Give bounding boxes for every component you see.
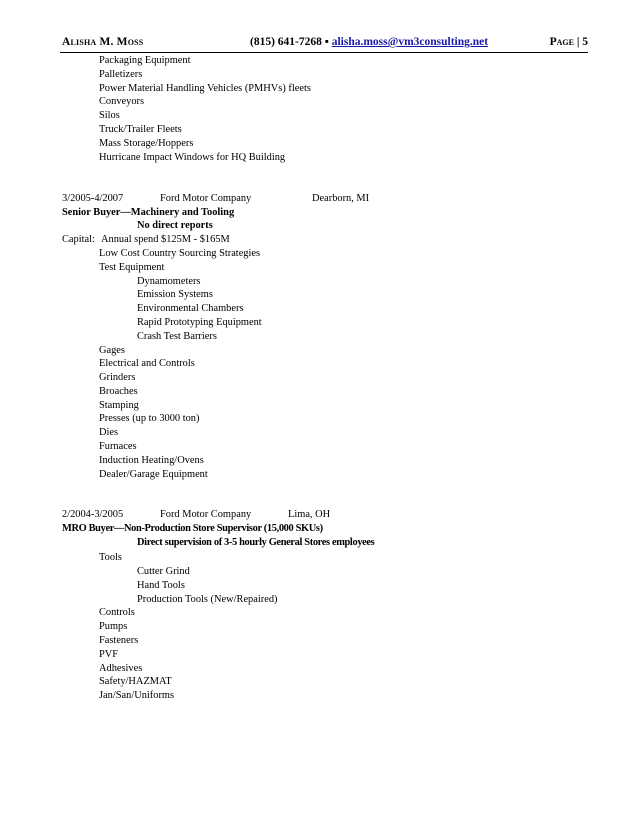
list-item: PVF [99,649,119,660]
list-item: Tools [99,552,122,563]
job1-location: Dearborn, MI [312,193,370,204]
list-item: Test Equipment [99,262,165,273]
job1-reports: No direct reports [137,220,213,231]
list-item: Gages [99,345,125,356]
job2-supervision: Direct supervision of 3-5 hourly General Stores employees [137,537,375,548]
header-phone: (815) 641-7268 [250,36,322,48]
list-item: Dealer/Garage Equipment [99,469,208,480]
sub-list-item: Rapid Prototyping Equipment [137,317,262,328]
job2-dates: 2/2004-3/2005 [62,509,124,520]
header-contact [250,36,488,48]
job1-capital-label: Capital: [62,234,95,245]
sub-list-item: Production Tools (New/Repaired) [137,594,278,605]
list-item: Safety/HAZMAT [99,676,172,687]
sub-list-item: Dynamometers [137,276,201,287]
header-divider [60,52,588,53]
list-item: Induction Heating/Ovens [99,455,204,466]
sub-list-item: Emission Systems [137,289,213,300]
list-item: Mass Storage/Hoppers [99,138,194,149]
list-item: Pumps [99,621,128,632]
header-email-link[interactable]: alisha.moss@vm3consulting.net [331,36,489,48]
sub-list-item: Cutter Grind [137,566,190,577]
bullet-separator-icon: ▪ [324,36,329,48]
list-item: Hurricane Impact Windows for HQ Building [99,152,286,163]
list-item: Truck/Trailer Fleets [99,124,182,135]
list-item: Adhesives [99,663,143,674]
header-name: Alisha M. Moss [62,36,144,48]
list-item: Fasteners [99,635,139,646]
list-item: Furnaces [99,441,137,452]
sub-list-item: Environmental Chambers [137,303,244,314]
list-item: Broaches [99,386,138,397]
job1-capital-value: Annual spend $125M - $165M [101,234,230,245]
job2-location: Lima, OH [288,509,331,520]
list-item: Dies [99,427,119,438]
list-item: Low Cost Country Sourcing Strategies [99,248,261,259]
list-item: Power Material Handling Vehicles (PMHVs) fleets [99,83,311,94]
job2-title: MRO Buyer—Non-Production Store Supervisor (15,000 SKUs) [62,523,323,534]
header-page-number: Page | 5 [549,36,588,48]
list-item: Conveyors [99,96,145,107]
list-item: Controls [99,607,135,618]
job2-company: Ford Motor Company [160,509,252,520]
list-item: Grinders [99,372,136,383]
list-item: Electrical and Controls [99,358,195,369]
sub-list-item: Hand Tools [137,580,185,591]
list-item: Packaging Equipment [99,55,191,66]
job1-title: Senior Buyer—Machinery and Tooling [62,207,235,218]
list-item: Silos [99,110,120,121]
list-item: Palletizers [99,69,143,80]
list-item: Presses (up to 3000 ton) [99,413,200,424]
sub-list-item: Crash Test Barriers [137,331,217,342]
job1-dates: 3/2005-4/2007 [62,193,124,204]
list-item: Jan/San/Uniforms [99,690,175,701]
job1-company: Ford Motor Company [160,193,252,204]
list-item: Stamping [99,400,139,411]
